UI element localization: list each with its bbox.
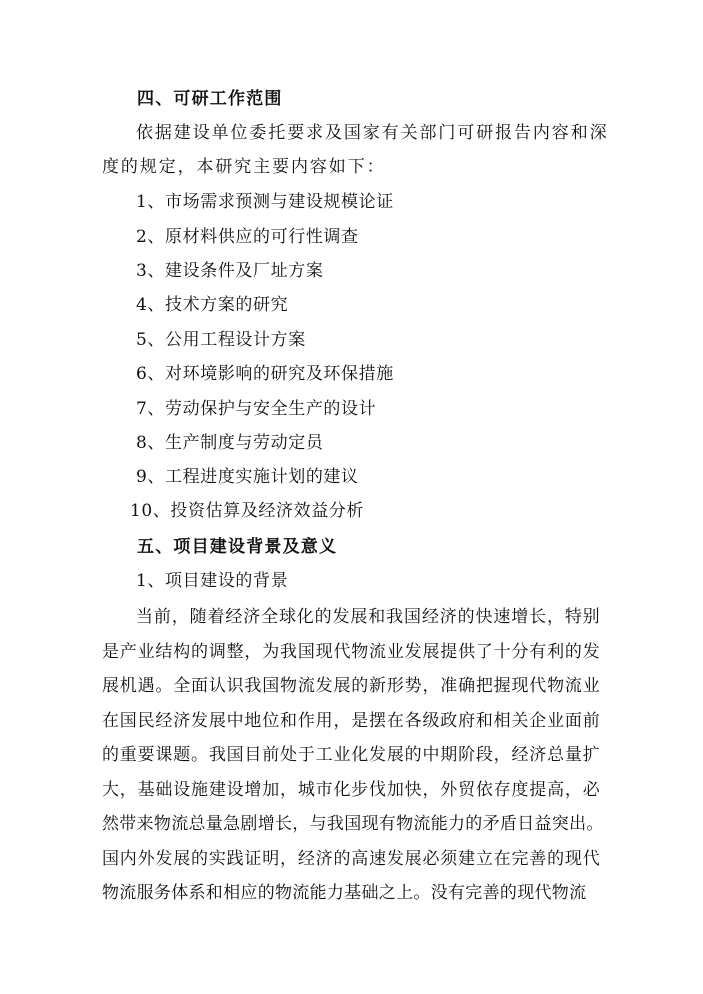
list-item-2: 2、原材料供应的可行性调查: [136, 227, 359, 247]
paragraph-line: 的重要课题。我国目前处于工业化发展的中期阶段，经济总量扩: [102, 745, 600, 765]
section-4-intro-line-2: 度的规定，本研究主要内容如下：: [102, 157, 386, 177]
list-item-6: 6、对环境影响的研究及环保措施: [136, 364, 394, 384]
paragraph-line: 国内外发展的实践证明，经济的高速发展必须建立在完善的现代: [102, 848, 600, 869]
paragraph-line: 物流服务体系和相应的物流能力基础之上。没有完善的现代物流: [102, 883, 587, 903]
paragraph-line: 是产业结构的调整，为我国现代物流业发展提供了十分有利的发: [102, 641, 600, 662]
section-5-subheading: 1、项目建设的背景: [136, 571, 289, 591]
list-item-9: 9、工程进度实施计划的建议: [136, 467, 359, 487]
list-item-3: 3、建设条件及厂址方案: [136, 261, 324, 281]
list-item-5: 5、公用工程设计方案: [136, 330, 306, 350]
section-4-intro-line-1: 依据建设单位委托要求及国家有关部门可研报告内容和深: [136, 123, 609, 143]
section-4-heading: 四、可研工作范围: [137, 89, 283, 109]
paragraph-line: 展机遇。全面认识我国物流发展的新形势，准确把握现代物流业: [102, 676, 600, 696]
paragraph-line: 然带来物流总量急剧增长，与我国现有物流能力的矛盾日益突出。: [102, 814, 604, 834]
paragraph-line: 当前，随着经济全球化的发展和我国经济的快速增长，特别: [136, 607, 600, 627]
list-item-10: 10、投资估算及经济效益分析: [130, 501, 365, 521]
paragraph-line: 大，基础设施建设增加，城市化步伐加快，外贸依存度提高，必: [102, 779, 600, 800]
background-paragraph: [102, 600, 604, 911]
list-item-4: 4、技术方案的研究: [136, 295, 289, 315]
list-item-7: 7、劳动保护与安全生产的设计: [136, 399, 377, 419]
paragraph-line: 在国民经济发展中地位和作用，是摆在各级政府和相关企业面前: [102, 710, 600, 731]
list-item-8: 8、生产制度与劳动定员: [136, 433, 324, 453]
section-5-heading: 五、项目建设背景及意义: [137, 537, 338, 557]
list-item-1: 1、市场需求预测与建设规模论证: [136, 192, 394, 212]
